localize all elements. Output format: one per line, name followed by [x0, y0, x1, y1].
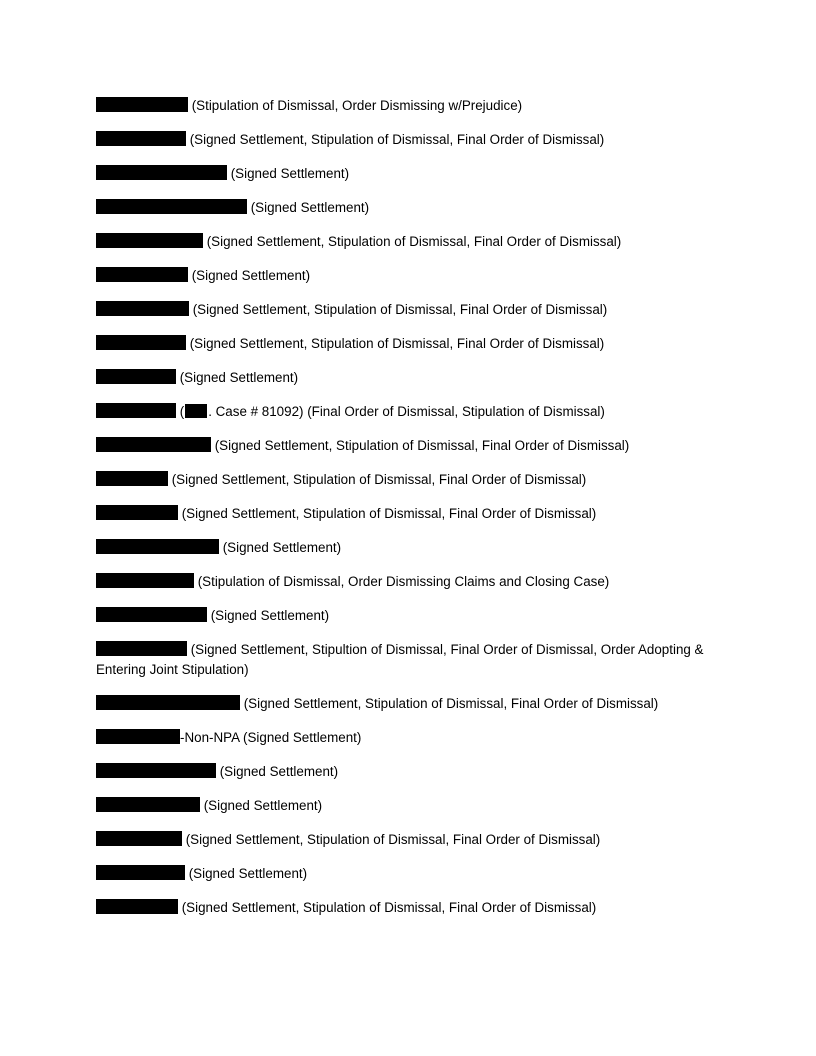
redaction-block	[96, 505, 178, 520]
redaction-block	[96, 97, 188, 112]
entry-text: (Signed Settlement)	[216, 764, 339, 779]
entry-text: (Signed Settlement, Stipulation of Dismissal, Final Order of Dismissal)	[182, 832, 601, 847]
entry-text: (Signed Settlement, Stipulation of Dismissal, Final Order of Dismissal)	[211, 438, 630, 453]
entry-text: (Signed Settlement, Stipulation of Dismissal, Final Order of Dismissal)	[178, 506, 597, 521]
list-item	[96, 694, 736, 714]
redaction-block	[96, 403, 176, 418]
list-item	[96, 504, 736, 524]
redaction-block	[96, 899, 178, 914]
list-item	[96, 368, 736, 388]
entry-text: (Signed Settlement)	[200, 798, 323, 813]
entry-text: (Signed Settlement)	[247, 200, 370, 215]
list-item	[96, 796, 736, 816]
list-item	[96, 640, 736, 680]
entry-text: -Non-NPA (Signed Settlement)	[180, 730, 362, 745]
entry-text: (Signed Settlement)	[227, 166, 350, 181]
list-item	[96, 830, 736, 850]
list-item	[96, 898, 736, 918]
redaction-block	[96, 729, 180, 744]
list-item	[96, 606, 736, 626]
redaction-block	[96, 165, 227, 180]
list-item	[96, 864, 736, 884]
list-item	[96, 96, 736, 116]
list-item	[96, 402, 736, 422]
entry-prefix: (	[176, 404, 185, 419]
redaction-block	[96, 607, 207, 622]
entry-text: (Stipulation of Dismissal, Order Dismissing w/Prejudice)	[188, 98, 523, 113]
redaction-block	[96, 695, 240, 710]
list-item	[96, 538, 736, 558]
redaction-block	[96, 641, 187, 656]
list-item	[96, 164, 736, 184]
entry-text: (Signed Settlement, Stipulation of Dismissal, Final Order of Dismissal)	[186, 336, 605, 351]
list-item	[96, 198, 736, 218]
list-item	[96, 266, 736, 286]
entry-text: (Signed Settlement, Stipulation of Dismissal, Final Order of Dismissal)	[203, 234, 622, 249]
list-item	[96, 334, 736, 354]
redaction-block	[96, 301, 189, 316]
redaction-block	[96, 471, 168, 486]
redaction-block	[96, 763, 216, 778]
entry-text: . Case # 81092) (Final Order of Dismissal, Stipulation of Dismissal)	[208, 404, 605, 419]
redaction-block	[185, 404, 207, 418]
redaction-block	[96, 539, 219, 554]
redaction-block	[96, 865, 185, 880]
redaction-block	[96, 199, 247, 214]
redaction-block	[96, 369, 176, 384]
list-item	[96, 470, 736, 490]
entry-text: (Signed Settlement)	[176, 370, 299, 385]
entry-text: (Signed Settlement, Stipulation of Dismissal, Final Order of Dismissal)	[178, 900, 597, 915]
entry-text: (Signed Settlement, Stipulation of Dismissal, Final Order of Dismissal)	[240, 696, 659, 711]
entry-text: (Stipulation of Dismissal, Order Dismissing Claims and Closing Case)	[194, 574, 610, 589]
redaction-block	[96, 831, 182, 846]
redaction-block	[96, 437, 211, 452]
entry-text: (Signed Settlement, Stipultion of Dismissal, Final Order of Dismissal, Order Adopting & Entering Joint Stipulation)	[96, 642, 704, 677]
redaction-block	[96, 267, 188, 282]
list-item	[96, 232, 736, 252]
entry-text: (Signed Settlement, Stipulation of Dismissal, Final Order of Dismissal)	[189, 302, 608, 317]
redaction-block	[96, 335, 186, 350]
redaction-block	[96, 573, 194, 588]
settlement-list	[96, 96, 736, 932]
list-item	[96, 728, 736, 748]
list-item	[96, 436, 736, 456]
list-item	[96, 300, 736, 320]
redaction-block	[96, 233, 203, 248]
redaction-block	[96, 797, 200, 812]
entry-text: (Signed Settlement)	[219, 540, 342, 555]
entry-text: (Signed Settlement, Stipulation of Dismissal, Final Order of Dismissal)	[168, 472, 587, 487]
entry-text: (Signed Settlement)	[185, 866, 308, 881]
list-item	[96, 762, 736, 782]
entry-text: (Signed Settlement, Stipulation of Dismissal, Final Order of Dismissal)	[186, 132, 605, 147]
entry-text: (Signed Settlement)	[207, 608, 330, 623]
list-item	[96, 572, 736, 592]
list-item	[96, 130, 736, 150]
redaction-block	[96, 131, 186, 146]
entry-text: (Signed Settlement)	[188, 268, 311, 283]
